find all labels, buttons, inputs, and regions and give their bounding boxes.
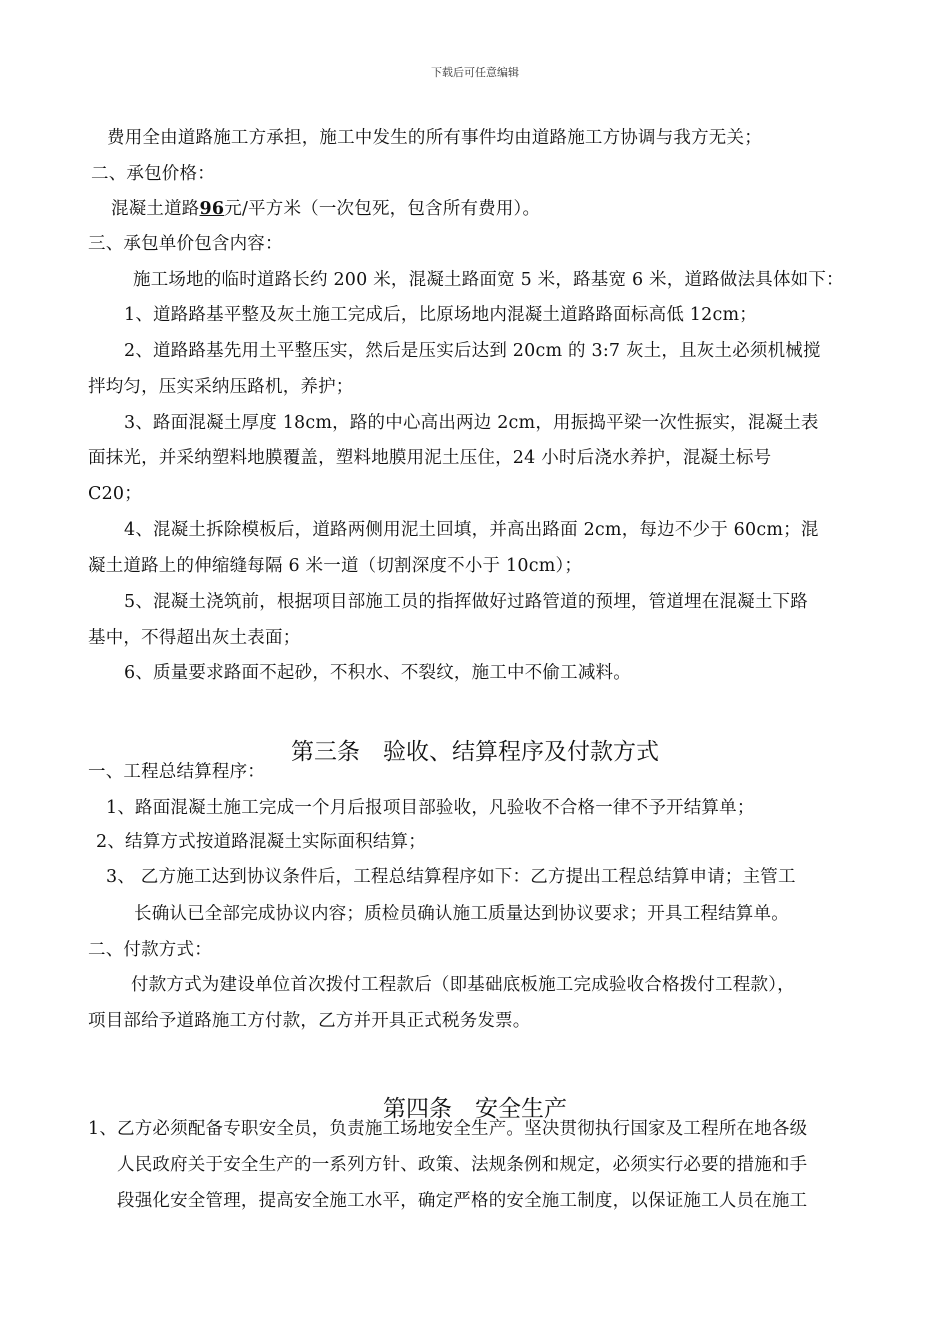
section-heading: 二、承包价格： [91, 164, 215, 184]
price-unit: 元/平方米（一次包死，包含所有费用）。 [224, 199, 541, 219]
paragraph-line: 项目部给予道路施工方付款，乙方并开具正式税务发票。 [88, 1011, 531, 1031]
list-item: 6、质量要求路面不起砂，不积水、不裂纹，施工中不偷工减料。 [124, 663, 631, 683]
section-heading: 一、工程总结算程序： [88, 762, 265, 782]
list-item: 1、路面混凝土施工完成一个月后报项目部验收，凡验收不合格一律不予开结算单； [106, 798, 755, 818]
article-heading: 第四条 安全生产 [383, 1096, 567, 1122]
list-item: 1、道路路基平整及灰土施工完成后，比原场地内混凝土道路路面标高低 12cm； [124, 305, 757, 325]
price-text: 混凝土道路 [111, 199, 200, 219]
paragraph-line: 面抹光，并采纳塑料地膜覆盖，塑料地膜用泥土压住，24 小时后浇水养护，混凝土标号 [88, 448, 772, 468]
list-item: 5、混凝土浇筑前，根据项目部施工员的指挥做好过路管道的预埋，管道埋在混凝土下路 [124, 592, 808, 612]
paragraph-line: 长确认已全部完成协议内容；质检员确认施工质量达到协议要求；开具工程结算单。 [134, 904, 789, 924]
price-line [111, 198, 540, 220]
list-item: 3、路面混凝土厚度 18cm，路的中心高出两边 2cm，用振捣平梁一次性振实，混凝土表 [124, 413, 819, 433]
paragraph-line: 基中，不得超出灰土表面； [88, 628, 301, 648]
paragraph-line: 人民政府关于安全生产的一系列方针、政策、法规条例和规定，必须实行必要的措施和手 [117, 1155, 808, 1175]
paragraph-line: C20； [88, 484, 142, 504]
paragraph-line: 拌均匀，压实采纳压路机，养护； [88, 377, 354, 397]
paragraph-line: 施工场地的临时道路长约 200 米，混凝土路面宽 5 米，路基宽 6 米，道路做法具体如下： [133, 270, 844, 290]
section-heading: 二、付款方式： [88, 940, 212, 960]
price-value: 96 [199, 199, 225, 219]
paragraph-line: 付款方式为建设单位首次拨付工程款后（即基础底板施工完成验收合格拨付工程款）， [131, 975, 795, 995]
paragraph-line: 段强化安全管理，提高安全施工水平，确定严格的安全施工制度，以保证施工人员在施工 [117, 1191, 808, 1211]
list-item: 4、混凝土拆除模板后，道路两侧用泥土回填，并高出路面 2cm，每边不少于 60cm；混 [124, 520, 819, 540]
page-header: 下载后可任意编辑 [431, 66, 519, 79]
paragraph-line: 凝土道路上的伸缩缝每隔 6 米一道（切割深度不小于 10cm）； [88, 556, 583, 576]
list-item: 3、 乙方施工达到协议条件后，工程总结算程序如下：乙方提出工程总结算申请；主管工 [106, 867, 796, 887]
list-item: 2、道路路基先用土平整压实，然后是压实后达到 20cm 的 3:7 灰土，且灰土必须机械搅 [124, 341, 821, 361]
section-heading: 三、承包单价包含内容： [88, 234, 283, 254]
article-heading: 第三条 验收、结算程序及付款方式 [291, 739, 659, 765]
paragraph-line: 费用全由道路施工方承担，施工中发生的所有事件均由道路施工方协调与我方无关； [107, 128, 762, 148]
list-item: 1、乙方必须配备专职安全员，负责施工场地安全生产。坚决贯彻执行国家及工程所在地各级 [88, 1119, 808, 1139]
list-item: 2、结算方式按道路混凝土实际面积结算； [96, 832, 426, 852]
